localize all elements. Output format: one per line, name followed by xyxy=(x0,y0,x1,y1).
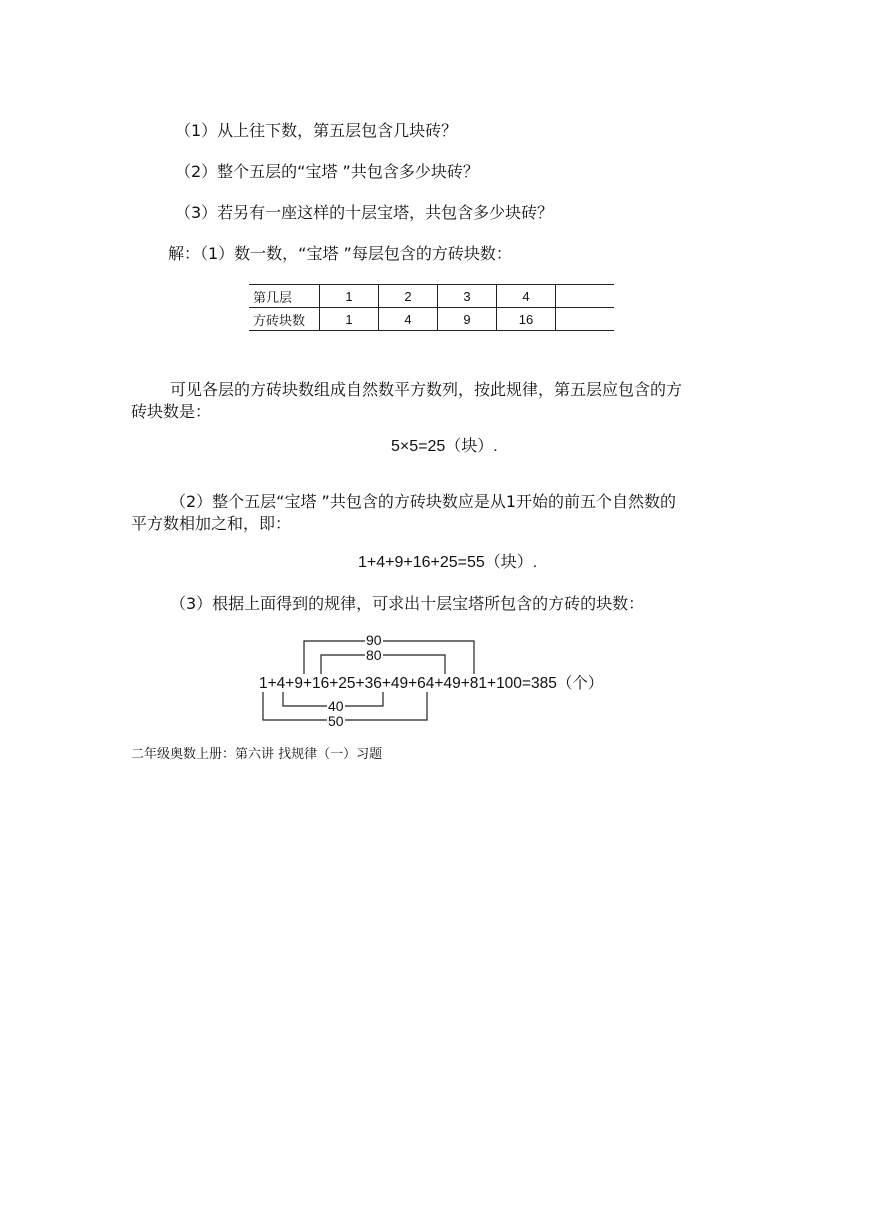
pairing-diagram xyxy=(255,630,635,732)
table-cell: 9 xyxy=(438,308,497,331)
table-row xyxy=(249,285,614,308)
paragraph-3-line-1: （3）根据上面得到的规律，可求出十层宝塔所包含的方砖的块数： xyxy=(170,594,645,613)
label-top-outer: 90 xyxy=(366,632,382,648)
table-row xyxy=(249,308,614,331)
paragraph-2-line-1: （2）整个五层“宝塔 ”共包含的方砖块数应是从1开始的前五个自然数的 xyxy=(170,492,677,511)
table-cell xyxy=(556,285,615,308)
label-bottom-inner: 40 xyxy=(328,698,344,714)
table-cell: 1 xyxy=(320,308,379,331)
question-3: （3）若另有一座这样的十层宝塔，共包含多少块砖？ xyxy=(175,203,554,222)
table-cell: 3 xyxy=(438,285,497,308)
table-cell: 2 xyxy=(379,285,438,308)
paragraph-2-line-2: 平方数相加之和，即： xyxy=(131,514,292,533)
bracket-top-outer xyxy=(304,641,474,674)
solution-intro: 解：（1）数一数，“宝塔 ”每层包含的方砖块数： xyxy=(168,244,512,263)
layer-table xyxy=(249,284,614,331)
question-1: （1）从上往下数，第五层包含几块砖？ xyxy=(175,121,458,140)
paragraph-1-line-1: 可见各层的方砖块数组成自然数平方数列，按此规律，第五层应包含的方 xyxy=(170,380,683,399)
table-cell: 4 xyxy=(379,308,438,331)
paragraph-1-line-2: 砖块数是： xyxy=(131,402,212,421)
table-cell: 16 xyxy=(497,308,556,331)
label-top-inner: 80 xyxy=(366,647,382,663)
table-row-header: 第几层 xyxy=(249,285,320,308)
sum-expression: 1+4+9+16+25+36+49+64+49+81+100=385（个） xyxy=(259,675,604,692)
table-cell: 4 xyxy=(497,285,556,308)
question-2: （2）整个五层的“宝塔 ”共包含多少块砖？ xyxy=(175,162,479,181)
table-cell xyxy=(556,308,615,331)
table-row-header: 方砖块数 xyxy=(249,308,320,331)
formula-1: 5×5=25（块）. xyxy=(391,438,498,455)
footer-caption: 二年级奥数上册：第六讲 找规律（一）习题 xyxy=(131,747,383,762)
table-cell: 1 xyxy=(320,285,379,308)
label-bottom-outer: 50 xyxy=(328,713,344,729)
formula-2: 1+4+9+16+25=55（块）. xyxy=(358,554,538,571)
